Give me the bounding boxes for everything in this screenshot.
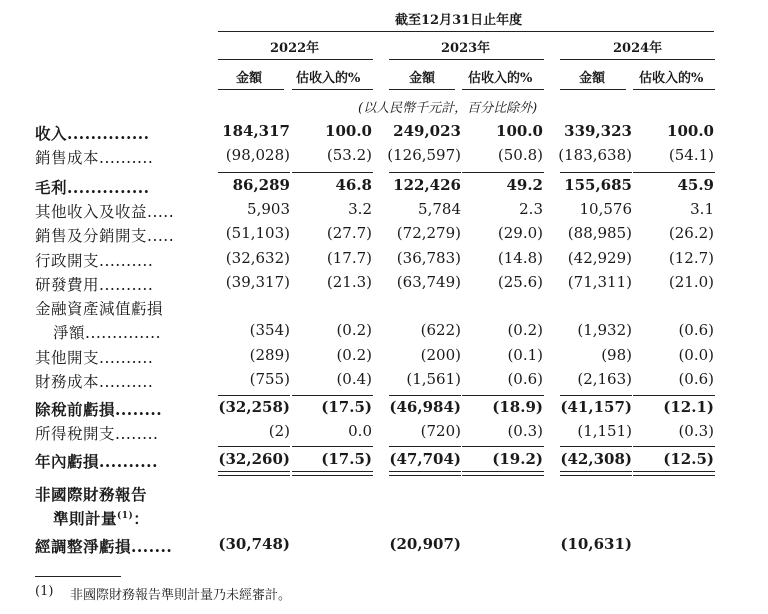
row-label-text: 銷售及分銷開支	[35, 227, 148, 245]
year-2024-rule	[560, 59, 715, 60]
table-cell: (126,597)	[387, 146, 461, 164]
table-cell: (98)	[601, 346, 632, 364]
subtotal-rule	[633, 172, 715, 173]
unit-note: (以人民幣千元計，百分比除外)	[358, 101, 538, 116]
table-cell: (0.3)	[678, 422, 714, 440]
row-label-text: 收入	[35, 124, 68, 143]
total-double-rule	[560, 471, 632, 472]
row-label	[35, 122, 150, 144]
table-cell: (17.5)	[321, 450, 372, 468]
table-cell: (27.7)	[326, 224, 372, 242]
year-2024: 2024年	[613, 41, 663, 56]
col-pct-2024: 估收入的%	[639, 71, 704, 86]
table-cell: (19.2)	[492, 450, 543, 468]
table-cell: (32,260)	[218, 450, 290, 468]
table-cell: (755)	[249, 370, 290, 388]
row-label-dots: ........	[115, 425, 159, 443]
subtotal-rule	[560, 446, 632, 447]
adjusted-net-loss-2024: (10,631)	[560, 535, 632, 553]
row-label	[53, 321, 161, 343]
row-label-text: 所得稅開支	[35, 425, 116, 443]
total-double-rule	[462, 475, 544, 476]
table-cell: (12.5)	[663, 450, 714, 468]
table-cell: (1,151)	[577, 422, 632, 440]
table-cell: (21.3)	[326, 273, 372, 291]
row-label-dots: ..............	[85, 324, 161, 342]
table-cell: 339,323	[564, 122, 632, 140]
table-cell: 3.1	[690, 200, 714, 218]
table-cell: 100.0	[667, 122, 714, 140]
row-label-text: 金融資產減值虧損	[35, 300, 164, 318]
total-double-rule	[218, 471, 290, 472]
table-cell: (32,258)	[218, 398, 290, 416]
subtotal-rule	[633, 446, 715, 447]
row-label-dots: ..........	[99, 149, 154, 167]
non-ifrs-heading: 非國際財務報告	[35, 485, 148, 504]
footnote-marker: (1)	[35, 584, 54, 599]
table-cell: (1,561)	[406, 370, 461, 388]
row-label-text: 年內虧損	[35, 452, 100, 471]
row-label-dots: ..........	[99, 373, 154, 391]
table-cell: (183,638)	[558, 146, 632, 164]
year-2022: 2022年	[270, 41, 320, 56]
row-label-text: 除稅前虧損	[35, 400, 116, 419]
table-cell: (18.9)	[492, 398, 543, 416]
row-label-dots: ..........	[99, 452, 158, 471]
subtotal-rule	[218, 446, 290, 447]
table-cell: (50.8)	[497, 146, 543, 164]
table-cell: 46.8	[335, 176, 372, 194]
col-rule-p23	[462, 89, 544, 90]
table-cell: (0.1)	[507, 346, 543, 364]
table-cell: (2)	[268, 422, 290, 440]
table-cell: (354)	[249, 321, 290, 339]
col-amount-2022: 金額	[236, 71, 263, 86]
table-cell: (25.6)	[497, 273, 543, 291]
table-cell: (42,929)	[567, 249, 632, 267]
subtotal-rule	[560, 395, 632, 396]
row-label-dots: ..........	[99, 252, 154, 270]
table-cell: (88,985)	[567, 224, 632, 242]
table-cell: 86,289	[232, 176, 290, 194]
subtotal-rule	[292, 446, 373, 447]
table-cell: (17.7)	[326, 249, 372, 267]
subtotal-rule	[292, 172, 373, 173]
subtotal-rule	[389, 446, 461, 447]
table-cell: (29.0)	[497, 224, 543, 242]
col-rule-a22	[218, 89, 284, 90]
total-double-rule	[292, 471, 373, 472]
adjusted-net-loss-2022: (30,748)	[218, 535, 290, 553]
table-cell: (12.7)	[668, 249, 714, 267]
table-cell: (54.1)	[668, 146, 714, 164]
table-cell: (32,632)	[225, 249, 290, 267]
table-cell: (63,749)	[396, 273, 461, 291]
table-cell: (0.6)	[507, 370, 543, 388]
non-ifrs-footnote-ref: (1)	[117, 510, 134, 521]
row-label	[35, 398, 162, 420]
table-cell: 249,023	[393, 122, 461, 140]
table-cell: 5,903	[247, 200, 290, 218]
table-cell: 184,317	[222, 122, 290, 140]
table-cell: (12.1)	[663, 398, 714, 416]
table-cell: (1,932)	[577, 321, 632, 339]
table-cell: (720)	[420, 422, 461, 440]
row-label-text: 財務成本	[35, 373, 100, 391]
subtotal-rule	[462, 172, 544, 173]
non-ifrs-heading-2	[53, 507, 149, 529]
table-cell: 10,576	[579, 200, 632, 218]
row-label	[35, 422, 158, 444]
total-double-rule	[389, 471, 461, 472]
row-label-dots: ..........	[99, 349, 154, 367]
col-rule-p22	[292, 89, 373, 90]
row-label	[35, 370, 153, 392]
total-double-rule	[560, 475, 632, 476]
table-cell: (72,279)	[396, 224, 461, 242]
table-cell: (39,317)	[225, 273, 290, 291]
table-cell: (26.2)	[668, 224, 714, 242]
table-cell: (0.2)	[336, 346, 372, 364]
period-rule	[218, 31, 714, 32]
col-rule-a23	[389, 89, 455, 90]
subtotal-rule	[389, 172, 461, 173]
row-label-text: 淨額	[53, 324, 86, 342]
table-cell: (0.2)	[336, 321, 372, 339]
row-label	[35, 200, 174, 222]
year-2022-rule	[218, 59, 373, 60]
year-2023: 2023年	[441, 41, 491, 56]
row-label-text: 銷售成本	[35, 149, 100, 167]
footnote-text: 非國際財務報告準則計量乃未經審計。	[70, 588, 292, 603]
total-double-rule	[633, 471, 715, 472]
table-cell: (98,028)	[225, 146, 290, 164]
table-cell: (0.0)	[678, 346, 714, 364]
table-cell: 45.9	[677, 176, 714, 194]
table-cell: (622)	[420, 321, 461, 339]
table-cell: 100.0	[325, 122, 372, 140]
col-amount-2024: 金額	[579, 71, 606, 86]
table-cell: (0.4)	[336, 370, 372, 388]
row-label-dots: .....	[147, 227, 175, 245]
subtotal-rule	[462, 446, 544, 447]
row-label	[35, 450, 158, 472]
non-ifrs-colon: ：	[133, 509, 150, 528]
subtotal-rule	[389, 395, 461, 396]
table-cell: (0.6)	[678, 321, 714, 339]
table-cell: 0.0	[348, 422, 372, 440]
row-label-dots: .....	[147, 203, 175, 221]
period-title: 截至12月31日止年度	[395, 13, 523, 28]
table-cell: (42,308)	[560, 450, 632, 468]
total-double-rule	[389, 475, 461, 476]
adjusted-net-loss-dots: .......	[131, 537, 173, 556]
row-label	[35, 249, 153, 271]
row-label	[35, 273, 153, 295]
table-cell: (0.3)	[507, 422, 543, 440]
table-cell: (2,163)	[577, 370, 632, 388]
row-label-text: 研發費用	[35, 276, 100, 294]
table-cell: (47,704)	[389, 450, 461, 468]
row-label-text: 其他開支	[35, 349, 100, 367]
subtotal-rule	[462, 395, 544, 396]
total-double-rule	[462, 471, 544, 472]
non-ifrs-heading-text: 準則計量	[53, 509, 118, 528]
row-label	[35, 346, 153, 368]
subtotal-rule	[633, 395, 715, 396]
row-label-text: 毛利	[35, 178, 68, 197]
col-pct-2023: 估收入的%	[468, 71, 533, 86]
row-label	[35, 297, 163, 319]
total-double-rule	[218, 475, 290, 476]
table-cell: 3.2	[348, 200, 372, 218]
subtotal-rule	[292, 395, 373, 396]
row-label-dots: ..........	[99, 276, 154, 294]
total-double-rule	[292, 475, 373, 476]
table-cell: (0.6)	[678, 370, 714, 388]
table-cell: 5,784	[418, 200, 461, 218]
subtotal-rule	[560, 172, 632, 173]
table-cell: 100.0	[496, 122, 543, 140]
year-2023-rule	[389, 59, 544, 60]
col-rule-p24	[633, 89, 715, 90]
row-label-text: 行政開支	[35, 252, 100, 270]
table-cell: (17.5)	[321, 398, 372, 416]
table-cell: (14.8)	[497, 249, 543, 267]
row-label	[35, 146, 153, 168]
row-label	[35, 224, 174, 246]
row-label-dots: ..............	[67, 178, 150, 197]
table-cell: 2.3	[519, 200, 543, 218]
table-cell: (46,984)	[389, 398, 461, 416]
row-label-dots: ..............	[67, 124, 150, 143]
table-cell: (21.0)	[668, 273, 714, 291]
total-double-rule	[633, 475, 715, 476]
subtotal-rule	[218, 395, 290, 396]
table-cell: (200)	[420, 346, 461, 364]
table-cell: (71,311)	[567, 273, 632, 291]
col-amount-2023: 金額	[409, 71, 436, 86]
table-cell: 122,426	[393, 176, 461, 194]
row-label	[35, 176, 150, 198]
footnote-rule	[35, 576, 121, 577]
col-pct-2022: 估收入的%	[296, 71, 361, 86]
adjusted-net-loss-text: 經調整淨虧損	[35, 537, 132, 556]
col-rule-a24	[560, 89, 626, 90]
table-cell: (36,783)	[396, 249, 461, 267]
row-label-text: 其他收入及收益	[35, 203, 148, 221]
table-cell: (289)	[249, 346, 290, 364]
table-cell: (53.2)	[326, 146, 372, 164]
adjusted-net-loss-2023: (20,907)	[389, 535, 461, 553]
table-cell: 49.2	[506, 176, 543, 194]
table-cell: 155,685	[564, 176, 632, 194]
adjusted-net-loss-label	[35, 535, 172, 557]
table-cell: (0.2)	[507, 321, 543, 339]
table-cell: (51,103)	[225, 224, 290, 242]
table-cell: (41,157)	[560, 398, 632, 416]
row-label-dots: ........	[115, 400, 163, 419]
subtotal-rule	[218, 172, 290, 173]
